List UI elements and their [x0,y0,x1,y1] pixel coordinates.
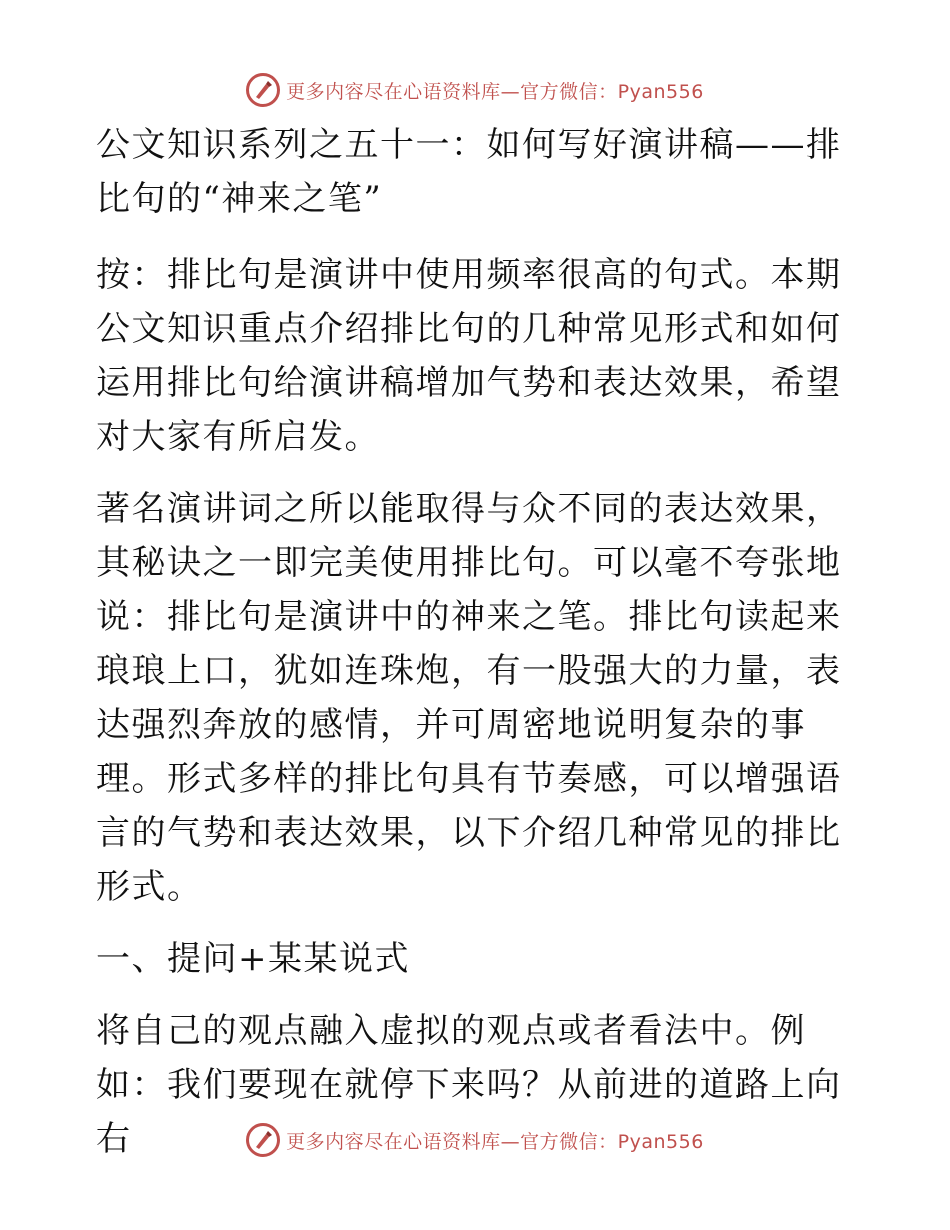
paragraph-intro: 按：排比句是演讲中使用频率很高的句式。本期公文知识重点介绍排比句的几种常见形式和如何运用排比句给演讲稿增加气势和表达效果，希望对大家有所启发。 [96,255,842,457]
section-heading: 一、提问+某某说式 [96,939,410,979]
paragraph-main: 著名演讲词之所以能取得与众不同的表达效果，其秘诀之一即完美使用排比句。可以毫不夸张地说：排比句是演讲中的神来之笔。排比句读起来琅琅上口，犹如连珠炮，有一股强大的力量，表达强烈奔放的感情，并可周密地说明复杂的事理。形式多样的排比句具有节奏感，可以增强语言的气势和表达效果，以下介绍几种常见的排比形式。 [96,489,842,907]
paragraph-example: 将自己的观点融入虚拟的观点或者看法中。例如：我们要现在就停下来吗？从前进的道路上向右 [96,1011,842,1159]
header-watermark-banner [0,70,950,110]
pen-logo-icon [246,1123,280,1157]
watermark-text: 更多内容尽在心语资料库—官方微信：Pyan556 [286,80,704,103]
watermark-text: 更多内容尽在心语资料库—官方微信：Pyan556 [286,1130,704,1153]
document-body [96,118,856,1184]
document-title: 公文知识系列之五十一：如何写好演讲稿——排比句的“神来之笔” [96,125,842,219]
pen-logo-icon [246,73,280,107]
footer-watermark-banner [0,1120,950,1160]
